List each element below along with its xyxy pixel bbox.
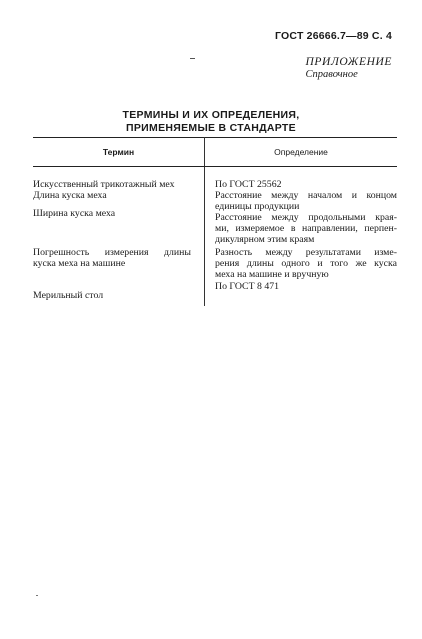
definition-line: рения длины одного и того же куска — [215, 258, 397, 269]
definition-line: Расстояние между продольными края- — [215, 212, 397, 223]
definition-cell — [215, 179, 397, 190]
header-term: Термин — [102, 147, 135, 157]
term-cell — [33, 208, 191, 219]
table-header-rule — [33, 166, 397, 167]
term-cell — [33, 247, 191, 269]
definition-line: дикулярном этим краям — [215, 234, 315, 245]
definition-line: Расстояние между началом и концом — [215, 190, 397, 201]
document-title — [0, 109, 422, 135]
stray-mark — [190, 58, 195, 59]
term-cell — [33, 179, 191, 190]
definition-line: Разность между результатами изме- — [215, 247, 397, 258]
term-line: Длина куска меха — [33, 190, 107, 201]
definition-cell — [215, 212, 397, 245]
definition-line: единицы продукции — [215, 201, 300, 212]
standard-reference: ГОСТ 26666.7—89 С. 4 — [275, 30, 392, 42]
column-divider — [204, 137, 205, 306]
term-line: Погрешность измерения длины — [33, 247, 191, 258]
definition-cell — [215, 247, 397, 280]
table-top-rule — [33, 137, 397, 138]
term-cell — [33, 290, 191, 301]
term-cell — [33, 190, 191, 201]
header-definition: Определение — [274, 147, 328, 157]
document-title-line-1: ТЕРМИНЫ И ИХ ОПРЕДЕЛЕНИЯ, — [122, 109, 300, 121]
document-title-line-2: ПРИМЕНЯЕМЫЕ В СТАНДАРТЕ — [126, 122, 296, 134]
appendix-subtitle: Справочное — [305, 69, 358, 80]
term-line: Искусственный трикотажный мех — [33, 179, 175, 190]
appendix-label — [306, 56, 392, 80]
appendix-title: ПРИЛОЖЕНИЕ — [305, 56, 392, 68]
definition-line: ми, измеряемое в направлении, перпен- — [215, 223, 397, 234]
definition-cell — [215, 190, 397, 212]
definition-line: По ГОСТ 25562 — [215, 179, 282, 190]
stray-mark — [36, 595, 38, 596]
definition-line: меха на машине и вручную — [215, 269, 329, 280]
definition-cell — [215, 281, 397, 292]
term-line: Ширина куска меха — [33, 208, 116, 219]
definition-line: По ГОСТ 8 471 — [215, 281, 280, 292]
term-line: куска меха на машине — [33, 258, 126, 269]
term-line: Мерильный стол — [33, 290, 104, 301]
